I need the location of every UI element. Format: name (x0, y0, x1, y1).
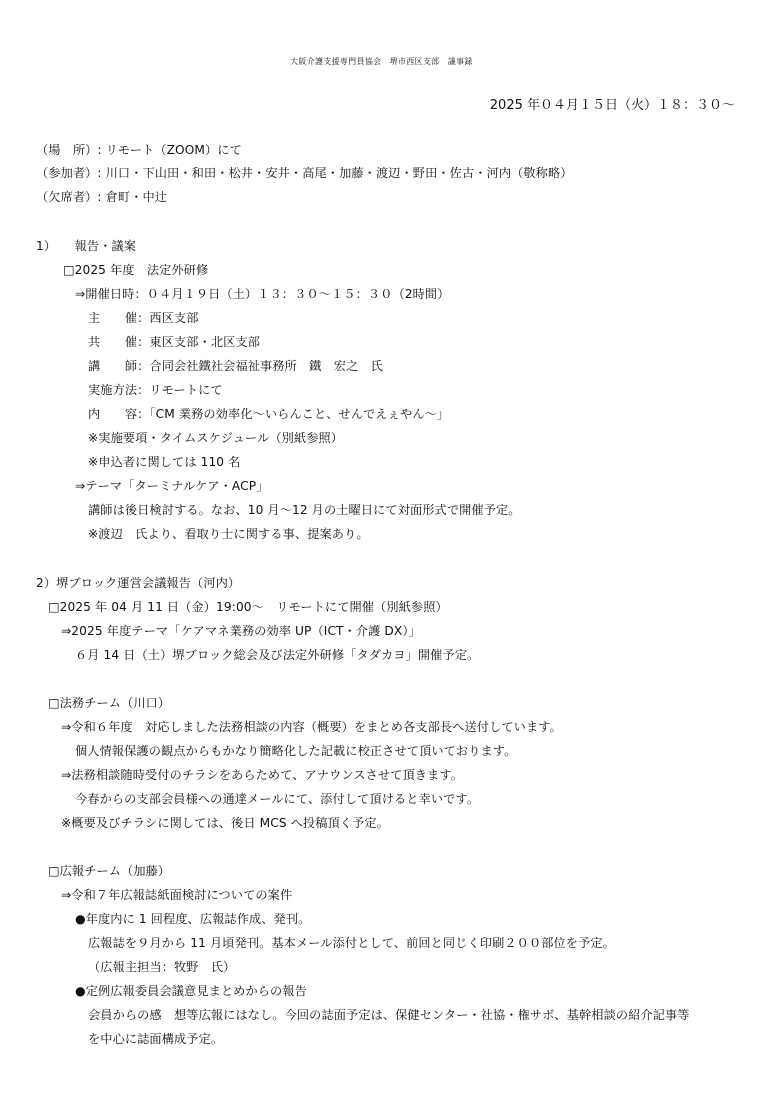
meeting-attendees: （参加者）: 川口・下山田・和田・松井・安井・高尾・加藤・渡辺・野田・佐古・河内（敬称略） (36, 166, 573, 180)
training-content: 内 容：「CM 業務の効率化～いらんこと、せんでえぇやん～」 (88, 407, 450, 421)
block-schedule: ６月 14 日（土）堺ブロック総会及び法定外研修「タダカヨ」開催予定。 (75, 648, 480, 662)
pr-team-note: （広報主担当：牧野 氏） (88, 960, 236, 974)
pr-team-detail: を中心に誌面構成予定。 (88, 1032, 224, 1046)
training-lecturer: 講 師：合同会社鐵社会福祉事務所 鐵 宏之 氏 (88, 359, 383, 373)
section2-heading: 2）堺ブロック運営会議報告（河内） (36, 576, 241, 590)
pr-team-bullet: ●定例広報委員会議意見まとめからの報告 (75, 984, 307, 998)
training-note-applicants: ※申込者に関しては 110 名 (88, 455, 241, 469)
legal-team-heading: □法務チーム（川口） (48, 696, 171, 710)
training-co-organizer: 共 催：東区支部・北区支部 (88, 335, 261, 349)
legal-team-line: 個人情報保護の観点からもかなり簡略化した記載に校正させて頂いております。 (75, 744, 517, 758)
pr-team-heading: □広報チーム（加藤） (48, 864, 171, 878)
training-organizer: 主 催：西区支部 (88, 311, 199, 325)
legal-team-line: 今春からの支部会員様への通達メールにて、添付して頂けると幸いです。 (75, 792, 480, 806)
legal-team-line: ⇒令和６年度 対応しました法務相談の内容（概要）をまとめ各支部長へ送付しています。 (61, 720, 562, 734)
next-theme-note: ※渡辺 氏より、看取り士に関する事、提案あり。 (88, 527, 369, 541)
meeting-datetime: 2025 年０４月１５日（火）１８：３０～ (489, 98, 735, 113)
block-meeting: □2025 年 04 月 11 日（金）19:00～ リモートにて開催（別紙参照） (48, 600, 448, 614)
pr-team-bullet: ●年度内に 1 回程度、広報誌作成、発刊。 (75, 912, 311, 926)
block-theme: ⇒2025 年度テーマ「ケアマネ業務の効率 UP（ICT・介護 DX）」 (61, 624, 421, 638)
pr-team-detail: 広報誌を９月から 11 月頃発刊。基本メール添付として、前回と同じく印刷２００部位を予定。 (88, 936, 615, 950)
meeting-absentees: （欠席者）: 倉町・中辻 (36, 190, 168, 204)
legal-team-note: ※概要及びチラシに関しては、後日 MCS へ投稿頂く予定。 (61, 816, 389, 830)
pr-team-detail: 会員からの感 想等広報にはなし。今回の誌面予定は、保健センター・社協・権サボ、基幹相談の紹介記事等 (88, 1008, 690, 1022)
next-theme: ⇒テーマ「ターミナルケア・ACP」 (75, 479, 269, 493)
training-date: ⇒開催日時：０４月１９日（土）１３：３０～１５：３０（2時間） (75, 287, 450, 301)
training-method: 実施方法：リモートにて (88, 383, 223, 397)
pr-team-line: ⇒令和７年広報誌紙面検討についての案件 (61, 888, 293, 902)
document-title: 大阪介護支援専門員協会 堺市西区支部 議事録 (290, 57, 473, 66)
meeting-place: （場 所）: リモート（ZOOM）にて (36, 143, 242, 157)
training-title: □2025 年度 法定外研修 (63, 263, 209, 277)
next-theme-detail: 講師は後日検討する。なお、10 月～12 月の土曜日にて対面形式で開催予定。 (88, 503, 521, 517)
training-note-schedule: ※実施要項・タイムスケジュール（別紙参照） (88, 431, 344, 445)
section1-heading: 1） 報告・議案 (36, 239, 137, 253)
legal-team-line: ⇒法務相談随時受付のチラシをあらためて、アナウンスさせて頂きます。 (61, 768, 463, 782)
